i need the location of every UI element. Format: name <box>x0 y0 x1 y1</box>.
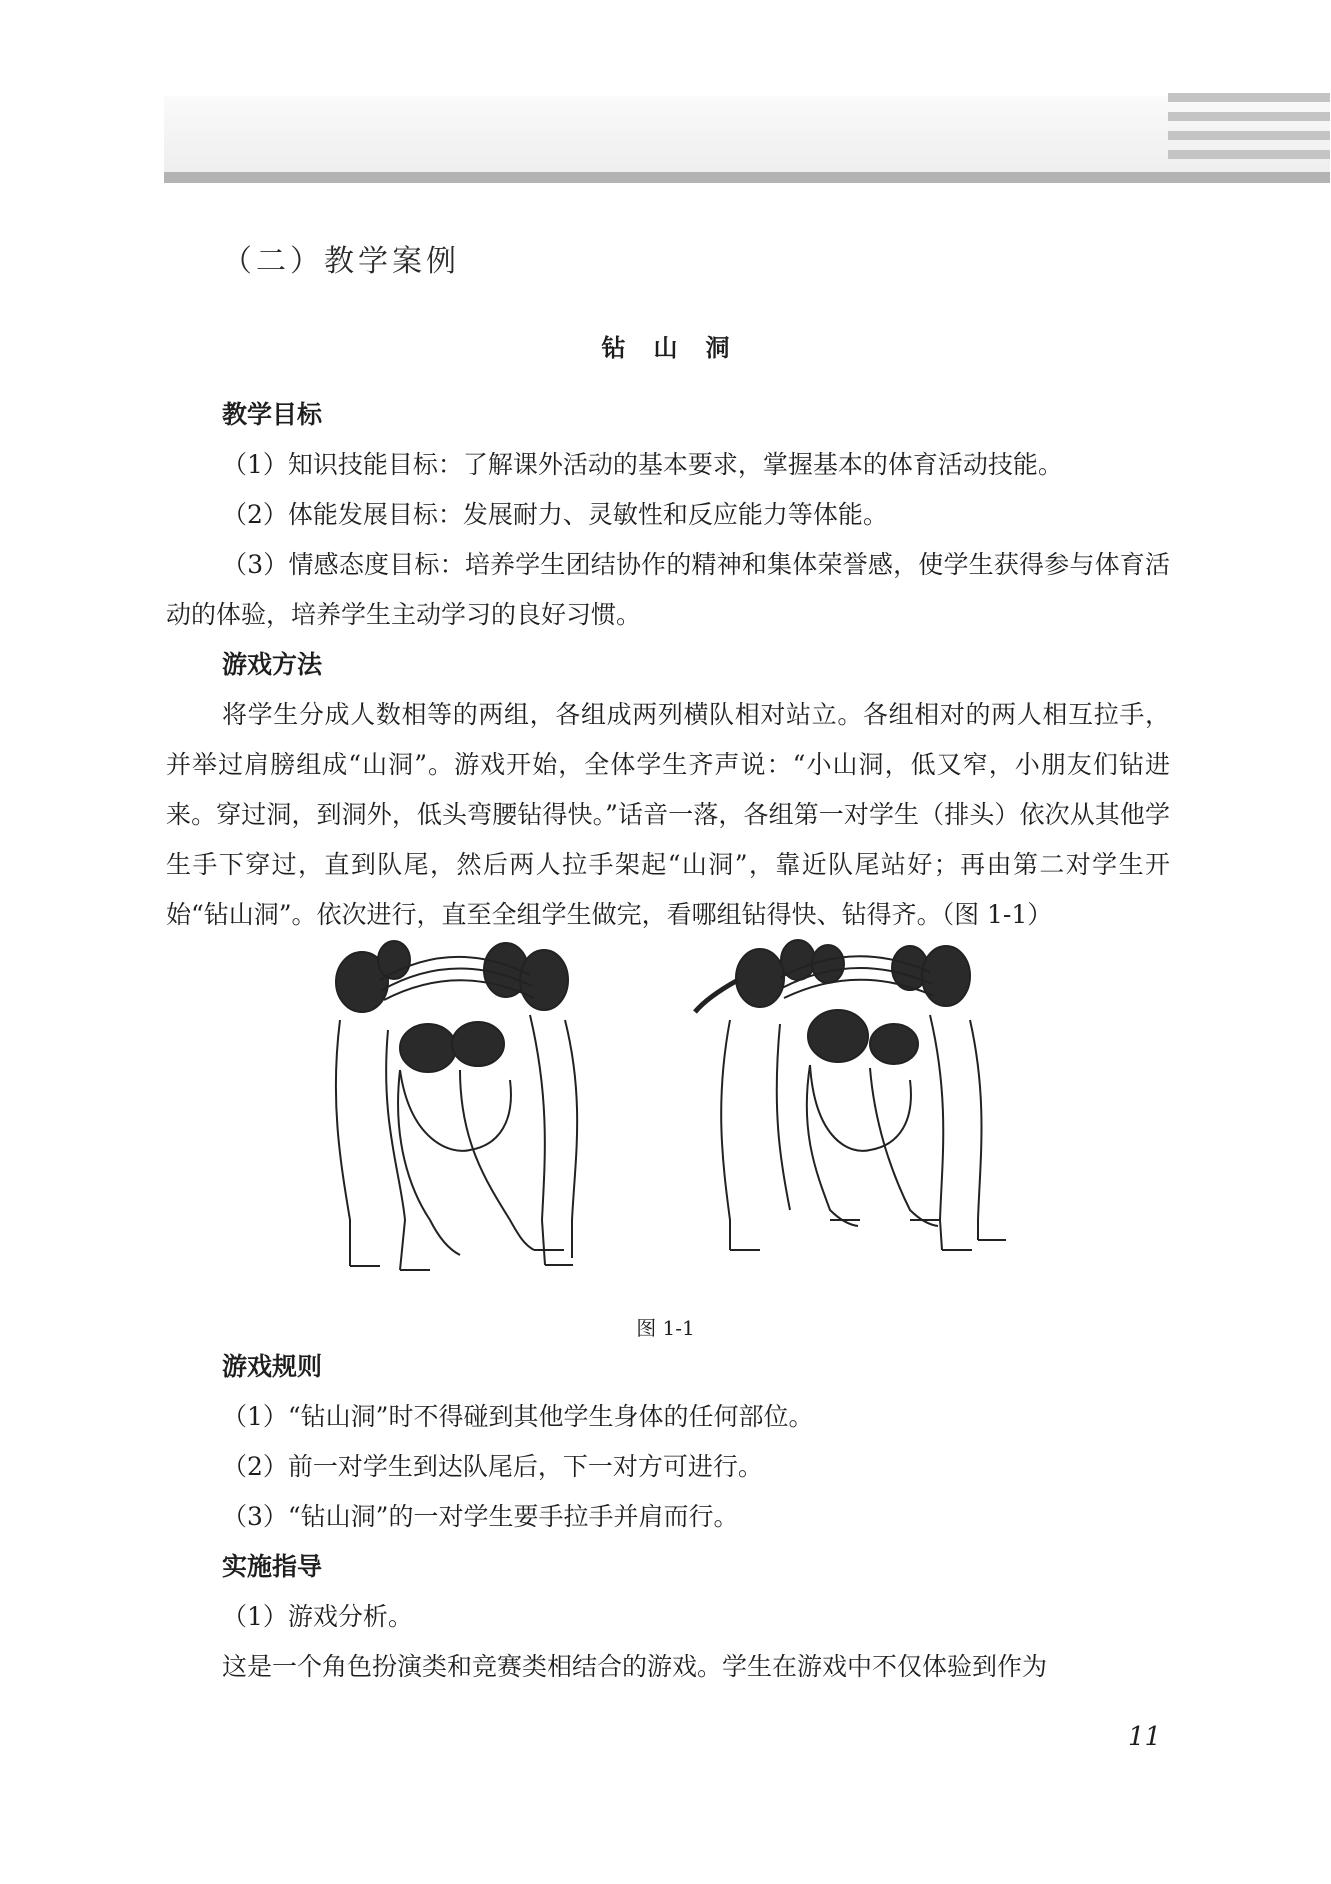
goal-item-2: （2）体能发展目标：发展耐力、灵敏性和反应能力等体能。 <box>222 500 888 529</box>
header-stripes <box>1168 93 1330 169</box>
header-rule <box>164 172 1330 183</box>
right-group-drawing <box>695 940 1006 1250</box>
figure-caption: 图 1-1 <box>636 1316 695 1340</box>
rule-item-1: （1）“钻山洞”时不得碰到其他学生身体的任何部位。 <box>222 1402 814 1431</box>
guidance-paragraph: 这是一个角色扮演类和竞赛类相结合的游戏。学生在游戏中不仅体验到作为 <box>222 1652 1048 1681</box>
figure-illustration <box>310 920 1016 1286</box>
header-band <box>164 96 1330 174</box>
left-group-drawing <box>336 941 577 1270</box>
rule-item-2: （2）前一对学生到达队尾后，下一对方可进行。 <box>222 1452 763 1481</box>
goal-item-3: （3）情感态度目标：培养学生团结协作的精神和集体荣誉感，使学生获得参与体育活动的体验，培养学生主动学习的良好习惯。 <box>166 550 1170 629</box>
rules-heading: 游戏规则 <box>222 1352 323 1381</box>
section-title: （二）教学案例 <box>222 244 460 279</box>
goals-heading: 教学目标 <box>222 400 323 429</box>
teaching-goals-section <box>166 390 1170 940</box>
guidance-item-1: （1）游戏分析。 <box>222 1602 413 1631</box>
page-number: 11 <box>1128 1722 1162 1752</box>
method-paragraph: 将学生分成人数相等的两组，各组成两列横队相对站立。各组相对的两人相互拉手，并举过肩膀组成“山洞”。游戏开始，全体学生齐声说：“小山洞，低又窄，小朋友们钻进来。穿过洞，到洞外，低头弯腰钻得快。”话音一落，各组第一对学生（排头）依次从其他学生手下穿过，直到队尾，然后两人拉手架起“山洞”，靠近队尾站好；再由第二对学生开始“钻山洞”。依次进行，直至全组学生做完，看哪组钻得快、钻得齐。（图 1-1） <box>166 700 1170 929</box>
children-tunnel-illustration <box>310 920 1016 1286</box>
rule-item-3: （3）“钻山洞”的一对学生要手拉手并肩而行。 <box>222 1502 739 1531</box>
guidance-heading: 实施指导 <box>222 1552 323 1581</box>
method-heading: 游戏方法 <box>222 650 323 679</box>
rules-section <box>166 1342 1170 1692</box>
case-title: 钻山洞 <box>601 333 758 362</box>
goal-item-1: （1）知识技能目标：了解课外活动的基本要求，掌握基本的体育活动技能。 <box>222 450 1063 479</box>
